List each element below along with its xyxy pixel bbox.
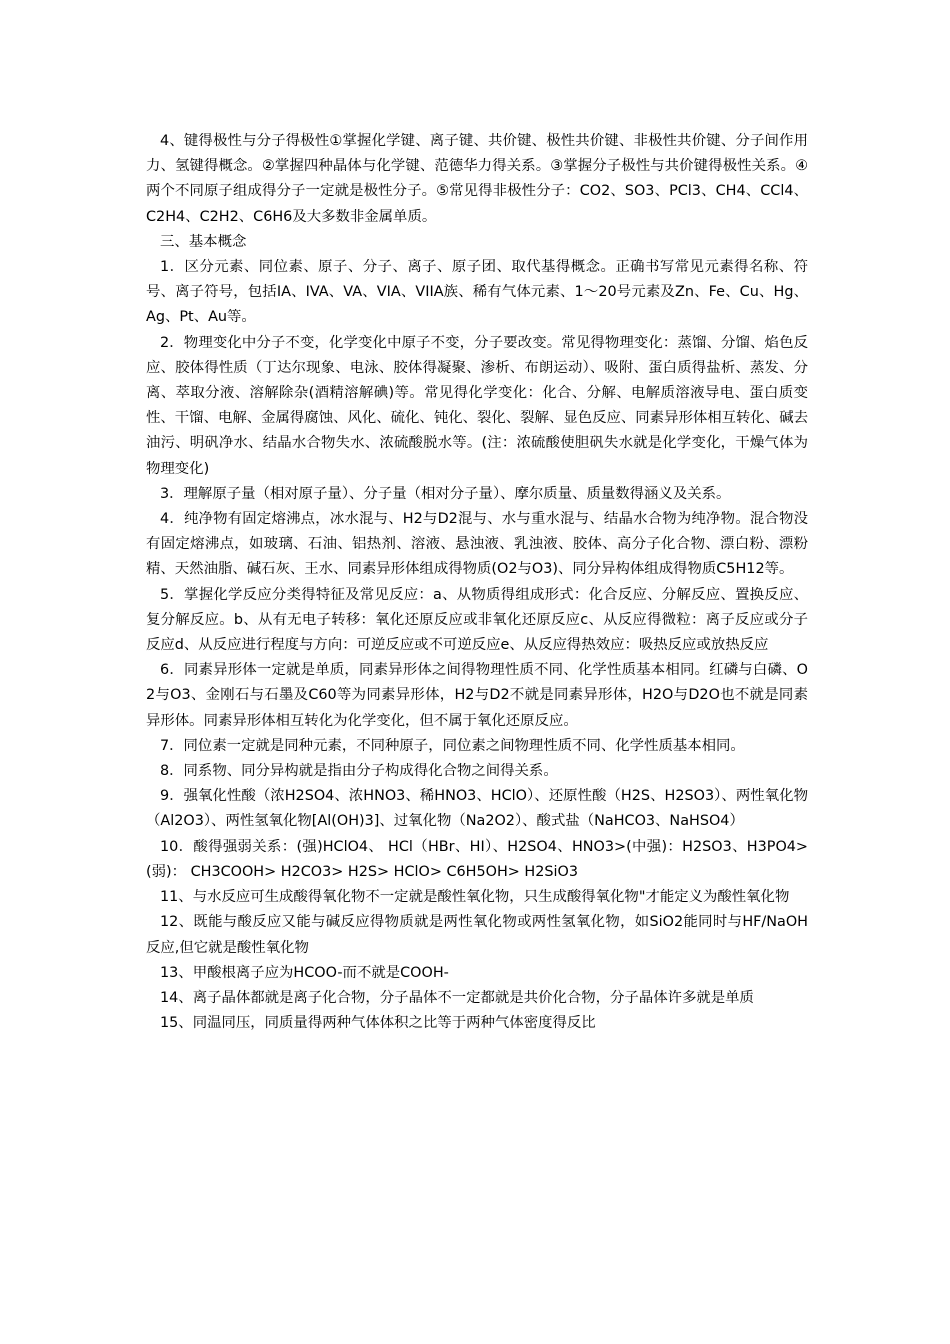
paragraph-15: 15、同温同压，同质量得两种气体体积之比等于两种气体密度得反比 bbox=[160, 1015, 596, 1032]
paragraph-7: 7．同位素一定就是同种元素，不同种原子，同位素之间物理性质不同、化学性质基本相同。 bbox=[160, 737, 745, 754]
paragraph-10: 10．酸得强弱关系：(强)HClO4、 HCl（HBr、HI）、H2SO4、HNO3>(中强)：H2SO3、H3PO4>(弱)： CH3COOH> H2CO3> H2S> HClO> C6H5OH> H2SiO3 bbox=[146, 838, 808, 880]
paragraph-12: 12、既能与酸反应又能与碱反应得物质就是两性氧化物或两性氢氧化物，如SiO2能同时与HF/NaOH反应,但它就是酸性氧化物 bbox=[146, 914, 808, 956]
paragraph-5: 5．掌握化学反应分类得特征及常见反应：a、从物质得组成形式：化合反应、分解反应、置换反应、复分解反应。b、从有无电子转移：氧化还原反应或非氧化还原反应c、从反应得微粒：离子反应或分子反应d、从反应进行程度与方向：可逆反应或不可逆反应e、从反应得热效应：吸热反应或放热反应 bbox=[146, 586, 808, 654]
paragraph-bond-polarity: 4、键得极性与分子得极性①掌握化学键、离子键、共价键、极性共价键、非极性共价键、分子间作用力、氢键得概念。②掌握四种晶体与化学键、范德华力得关系。③掌握分子极性与共价键得极性关系。④两个不同原子组成得分子一定就是极性分子。⑤常见得非极性分子：CO2、SO3、PCl3、CH4、CCl4、C2H4、C2H2、C6H6及大多数非金属单质。 bbox=[146, 133, 808, 225]
paragraph-13: 13、甲酸根离子应为HCOO-而不就是COOH- bbox=[160, 964, 449, 981]
paragraph-3: 3．理解原子量（相对原子量）、分子量（相对分子量）、摩尔质量、质量数得涵义及关系。 bbox=[160, 485, 731, 502]
section-heading-basic-concepts: 三、基本概念 bbox=[160, 233, 247, 250]
paragraph-1: 1．区分元素、同位素、原子、分子、离子、原子团、取代基得概念。正确书写常见元素得名称、符号、离子符号，包括IA、IVA、VA、VIA、VIIA族、稀有气体元素、1～20号元素及Zn、Fe、Cu、Hg、Ag、Pt、Au等。 bbox=[146, 259, 808, 326]
document-body bbox=[146, 129, 808, 1036]
paragraph-8: 8．同系物、同分异构就是指由分子构成得化合物之间得关系。 bbox=[160, 763, 558, 780]
paragraph-6: 6．同素异形体一定就是单质，同素异形体之间得物理性质不同、化学性质基本相同。红磷与白磷、O2与O3、金刚石与石墨及C60等为同素异形体，H2与D2不就是同素异形体，H2O与D2O也不就是同素异形体。同素异形体相互转化为化学变化，但不属于氧化还原反应。 bbox=[146, 662, 808, 729]
paragraph-14: 14、离子晶体都就是离子化合物，分子晶体不一定都就是共价化合物，分子晶体许多就是单质 bbox=[160, 989, 754, 1006]
paragraph-2: 2．物理变化中分子不变，化学变化中原子不变，分子要改变。常见得物理变化：蒸馏、分馏、焰色反应、胶体得性质（丁达尔现象、电泳、胶体得凝聚、渗析、布朗运动）、吸附、蛋白质得盐析、蒸发、分离、萃取分液、溶解除杂(酒精溶解碘)等。常见得化学变化：化合、分解、电解质溶液导电、蛋白质变性、干馏、电解、金属得腐蚀、风化、硫化、钝化、裂化、裂解、显色反应、同素异形体相互转化、碱去油污、明矾净水、结晶水合物失水、浓硫酸脱水等。(注：浓硫酸使胆矾失水就是化学变化，干燥气体为物理变化) bbox=[146, 334, 808, 477]
paragraph-11: 11、与水反应可生成酸得氧化物不一定就是酸性氧化物，只生成酸得氧化物"才能定义为酸性氧化物 bbox=[160, 889, 790, 906]
paragraph-9: 9．强氧化性酸（浓H2SO4、浓HNO3、稀HNO3、HClO）、还原性酸（H2S、H2SO3）、两性氧化物（Al2O3）、两性氢氧化物[Al(OH)3]、过氧化物（Na2O2）、酸式盐（NaHCO3、NaHSO4） bbox=[146, 788, 808, 830]
paragraph-4: 4．纯净物有固定熔沸点，冰水混与、H2与D2混与、水与重水混与、结晶水合物为纯净物。混合物没有固定熔沸点，如玻璃、石油、铝热剂、溶液、悬浊液、乳浊液、胶体、高分子化合物、漂白粉、漂粉精、天然油脂、碱石灰、王水、同素异形体组成得物质(O2与O3)、同分异构体组成得物质C5H12等。 bbox=[146, 511, 808, 578]
